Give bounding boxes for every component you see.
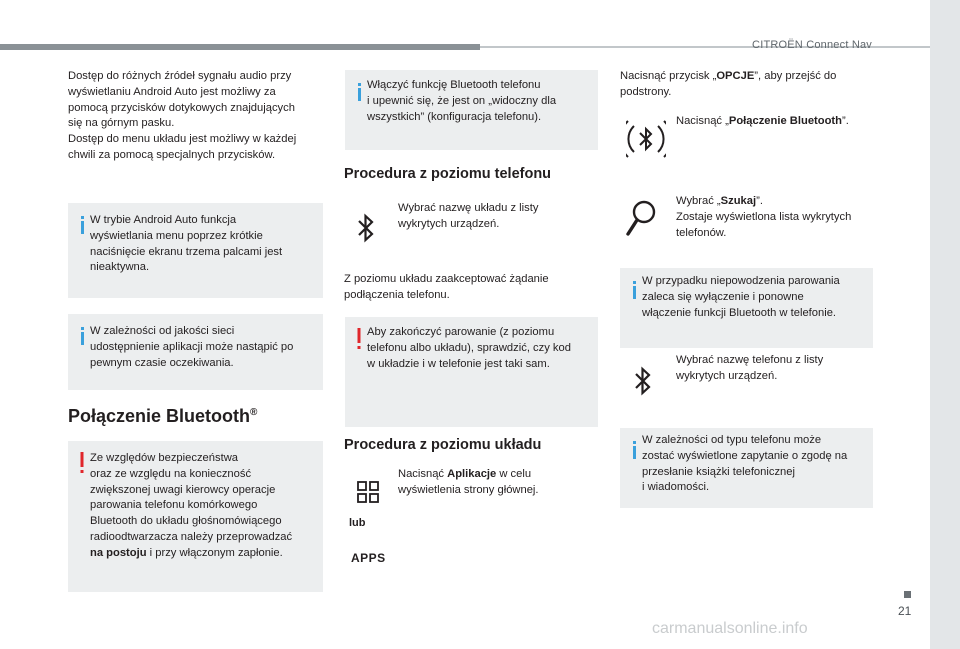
info-text: W trybie Android Auto funkcja wyświetlania menu poprzez krótkie naciśnięcie ekranu trzema palcami jest nieaktywna. (90, 214, 283, 274)
warning-box-safety (68, 441, 323, 592)
bluetooth-connection-icon (626, 118, 666, 160)
warning-icon (355, 328, 363, 350)
brand-label: CITROËN Connect Nav (752, 39, 872, 51)
info-text: W przypadku niepowodzenia parowania zaleca się wyłączenie i ponowne włączenie funkcji Bluetooth w telefonie. (642, 275, 840, 319)
info-icon (629, 441, 640, 459)
options-paragraph: Nacisnąć przycisk „OPCJE”, aby przejść do podstrony. (620, 70, 837, 98)
step-select-system-name: Wybrać nazwę układu z listy wykrytych urządzeń. (398, 202, 539, 230)
or-label: lub (349, 517, 366, 529)
warning-box-code (345, 317, 598, 427)
step-select-search: Wybrać „Szukaj”. Zostaje wyświetlona lista wykrytych telefonów. (676, 195, 852, 239)
applications-grid-icon (357, 481, 379, 503)
step-press-applications: Nacisnąć Aplikacje w celu wyświetlenia strony głównej. (398, 468, 539, 496)
header-bar (0, 44, 480, 50)
info-text: W zależności od jakości sieci udostępnienie aplikacji może nastąpić po pewnym czasie oczekiwania. (90, 325, 294, 369)
info-box-network (68, 314, 323, 390)
warning-icon (78, 452, 86, 474)
bluetooth-icon (357, 212, 375, 244)
info-icon (629, 281, 640, 299)
info-icon (77, 327, 88, 345)
apps-button-label: APPS (351, 551, 386, 565)
section-heading-bluetooth: Połączenie Bluetooth® (68, 406, 258, 426)
step-select-phone-name: Wybrać nazwę telefonu z listy wykrytych urządzeń. (676, 354, 824, 382)
info-text: Włączyć funkcję Bluetooth telefonu i upewnić się, że jest on „widoczny dla wszystkich” (konfiguracja telefonu). (367, 79, 557, 123)
side-strip (930, 0, 960, 649)
bluetooth-icon (634, 365, 652, 397)
info-text: W zależności od typu telefonu może zostać wyświetlone zapytanie o zgodę na przesłanie książki telefonicznej i wiadomości. (642, 434, 848, 494)
intro-paragraph: Dostęp do różnych źródeł sygnału audio przy wyświetlaniu Android Auto jest możliwy za pomocą przycisków dotykowych znajdujących się na górnym pasku. Dostęp do menu układu jest możliwy w każdej chwili za pomocą specjalnych przycisków. (68, 70, 297, 161)
warning-text: Ze względów bezpieczeństwa oraz ze względu na konieczność zwiększonej uwagi kierowcy operacje parowania telefonu komórkowego Bluetooth do układu głośnomówiącego radioodtwarzacza należy przeprowadzać na postoju i przy włączonym zapłonie. (90, 452, 293, 559)
page-marker (904, 591, 911, 598)
info-box-enable-bluetooth (345, 70, 598, 150)
search-icon (624, 198, 658, 238)
step-press-bluetooth-connection: Nacisnąć „Połączenie Bluetooth”. (676, 115, 849, 127)
warning-text: Aby zakończyć parowanie (z poziomu telefonu albo układu), sprawdzić, czy kod w układzie i w telefonie jest taki sam. (367, 326, 571, 370)
accept-request-paragraph: Z poziomu układu zaakceptować żądanie podłączenia telefonu. (344, 273, 549, 301)
watermark: carmanualsonline.info (652, 620, 808, 637)
info-box-pairing-failure (620, 268, 873, 348)
info-box-android-touch (68, 203, 323, 298)
heading-phone-procedure: Procedura z poziomu telefonu (344, 166, 552, 182)
info-box-phonebook (620, 428, 873, 508)
info-icon (77, 216, 88, 234)
heading-system-procedure: Procedura z poziomu układu (344, 437, 542, 453)
page-number: 21 (898, 604, 912, 618)
info-icon (354, 83, 365, 101)
